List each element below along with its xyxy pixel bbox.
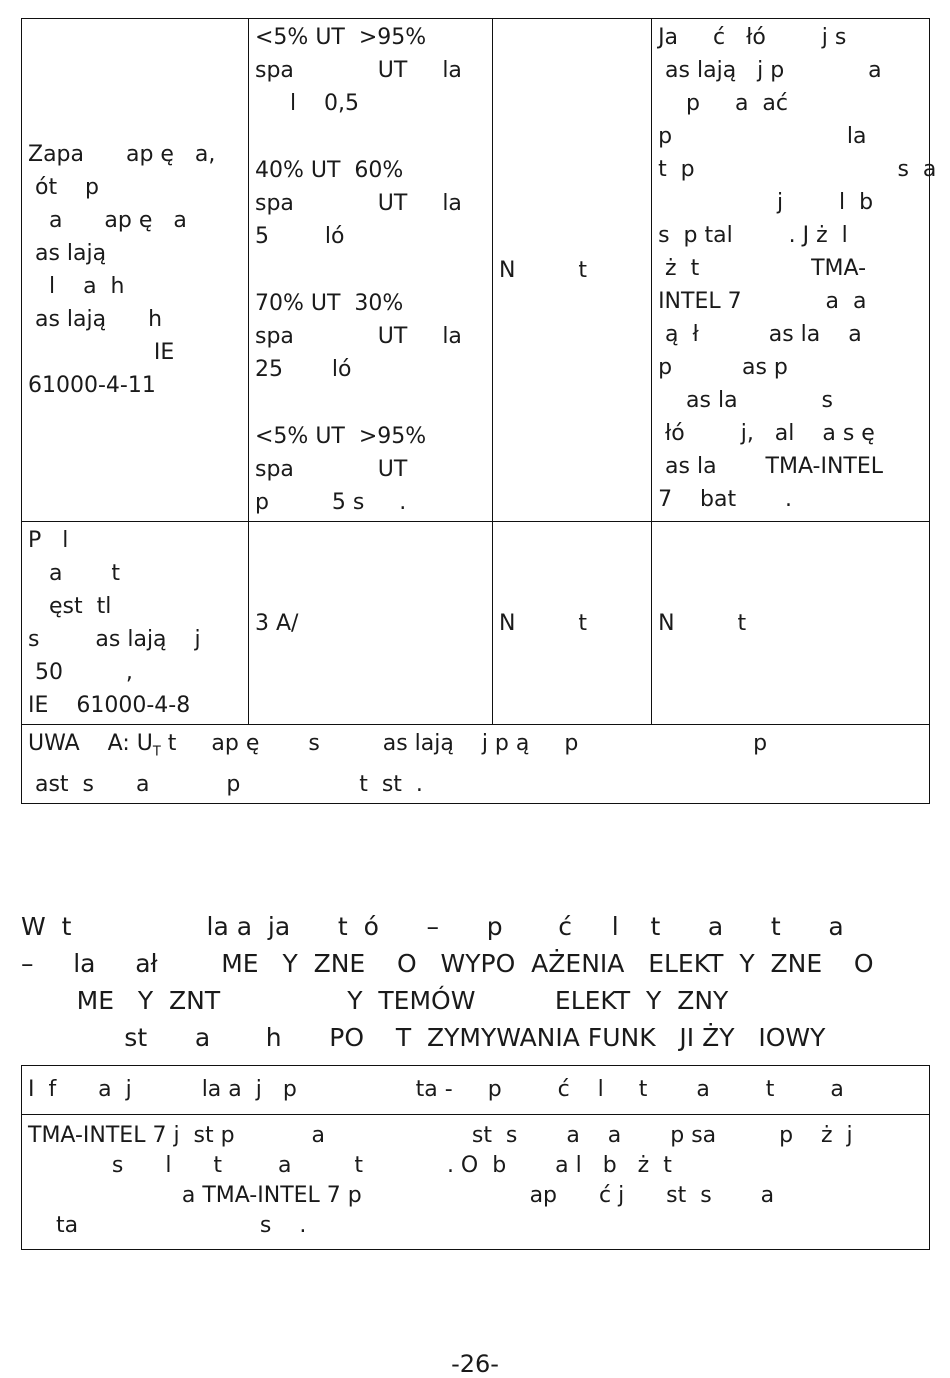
cell-text: 3 A/ [254, 610, 299, 636]
test-name-cell [22, 522, 249, 725]
cell-line: <5% UT >95% [254, 424, 427, 449]
cell-line: 70% UT 30% [254, 291, 404, 316]
spacer [255, 386, 486, 420]
note-cell [22, 725, 930, 804]
cell-line: 7 bat . [658, 487, 793, 512]
test-name-cell [22, 19, 249, 522]
cell-line: p la [658, 124, 867, 149]
cell-line: as la TMA-INTEL [658, 454, 884, 479]
body-line: s l t a t . O b a l b ż t [28, 1153, 672, 1178]
compliance-level-cell [492, 19, 651, 522]
table-row [22, 19, 930, 522]
page-number: -26- [451, 1350, 499, 1378]
cell-line: Zapa ap ę a, [28, 142, 216, 167]
cell-line: spa UT la [254, 324, 462, 349]
guidance-cell [652, 522, 930, 725]
cell-line: spa UT la [254, 191, 462, 216]
cell-line: ą ł as la a [658, 322, 862, 347]
section-heading [21, 908, 930, 1056]
heading-line: st a h PO T ZYMYWANIA FUNK JI ŻY IOWY [21, 1023, 826, 1052]
cell-line: as la s [658, 388, 833, 413]
note-subscript: T [152, 744, 161, 760]
spacer [255, 120, 486, 154]
heading-line: ME Y ZNT Y TEMÓW ELEKT Y ZNY [21, 986, 729, 1015]
cell-line: ż t TMA- [658, 256, 867, 281]
cell-line: 5 ló [254, 224, 345, 249]
cell-line: l 0,5 [254, 91, 360, 116]
table-row [22, 522, 930, 725]
guidance-cell [652, 19, 937, 522]
body-line: ta s . [28, 1213, 307, 1238]
cell-line: P l [28, 528, 69, 553]
cell-line: <5% UT >95% [254, 25, 427, 50]
cell-line: a t [28, 561, 121, 586]
cell-line: as lają j p a [658, 58, 882, 83]
cell-line: 50 , [28, 660, 133, 685]
cell-line: spa UT [254, 457, 408, 482]
heading-line: W t la a ja t ó – p ć l t a t a [21, 912, 844, 941]
cell-line: 61000-4-11 [28, 373, 156, 398]
cell-line: INTEL 7 a a [658, 289, 867, 314]
cell-text: N t [498, 257, 587, 283]
cell-text: N t [498, 610, 587, 636]
test-level-cell [248, 522, 492, 725]
table-header-cell: I f a j la a j p ta - p ć l t a t a [22, 1066, 930, 1115]
cell-line: as lają h [28, 307, 163, 332]
test-level-cell [248, 19, 492, 522]
cell-line: 25 ló [254, 357, 352, 382]
heading-line: – la ał ME Y ZNE O WYPO AŻENIA ELEKT Y ZNE O [21, 949, 874, 978]
cell-line: spa UT la [254, 58, 462, 83]
cell-line: p 5 s . [254, 490, 407, 515]
note-line: ast s a p t st . [28, 772, 423, 798]
compliance-level-cell [492, 522, 651, 725]
spacer [255, 253, 486, 287]
cell-line: t p s a [658, 157, 937, 182]
note-prefix: UWA A: U [28, 731, 153, 756]
declaration-table [21, 1065, 930, 1250]
cell-line: IE 61000-4-8 [28, 693, 191, 718]
cell-line: ęst tl [28, 594, 112, 619]
cell-line: as lają [28, 241, 107, 266]
body-line: a TMA-INTEL 7 p ap ć j st s a [28, 1183, 775, 1208]
table-body-cell [22, 1115, 930, 1250]
cell-text: N t [658, 610, 747, 636]
cell-line: p a ać [658, 91, 789, 116]
emc-immunity-table [21, 18, 937, 804]
note-line [28, 727, 923, 768]
body-line: TMA-INTEL 7 j st p a st s a a p sa p ż j [28, 1123, 853, 1148]
cell-line: łó j, al a s ę [658, 421, 875, 446]
table-row [22, 1066, 930, 1115]
cell-line: j l b [658, 190, 874, 215]
cell-line: p as p [658, 355, 788, 380]
table-row [22, 725, 930, 804]
note-rest: t ap ę s as lają j p ą p p [160, 731, 768, 756]
cell-line: s p tal . J ż l [658, 223, 848, 248]
cell-line: IE [28, 340, 175, 365]
cell-line: 40% UT 60% [254, 158, 404, 183]
cell-line: l a h [28, 274, 125, 299]
cell-line: Ja ć łó j s [658, 25, 847, 50]
cell-line: ót p [28, 175, 100, 200]
cell-line: s as lają j [28, 627, 201, 652]
table-row [22, 1115, 930, 1250]
cell-line: a ap ę a [28, 208, 187, 233]
